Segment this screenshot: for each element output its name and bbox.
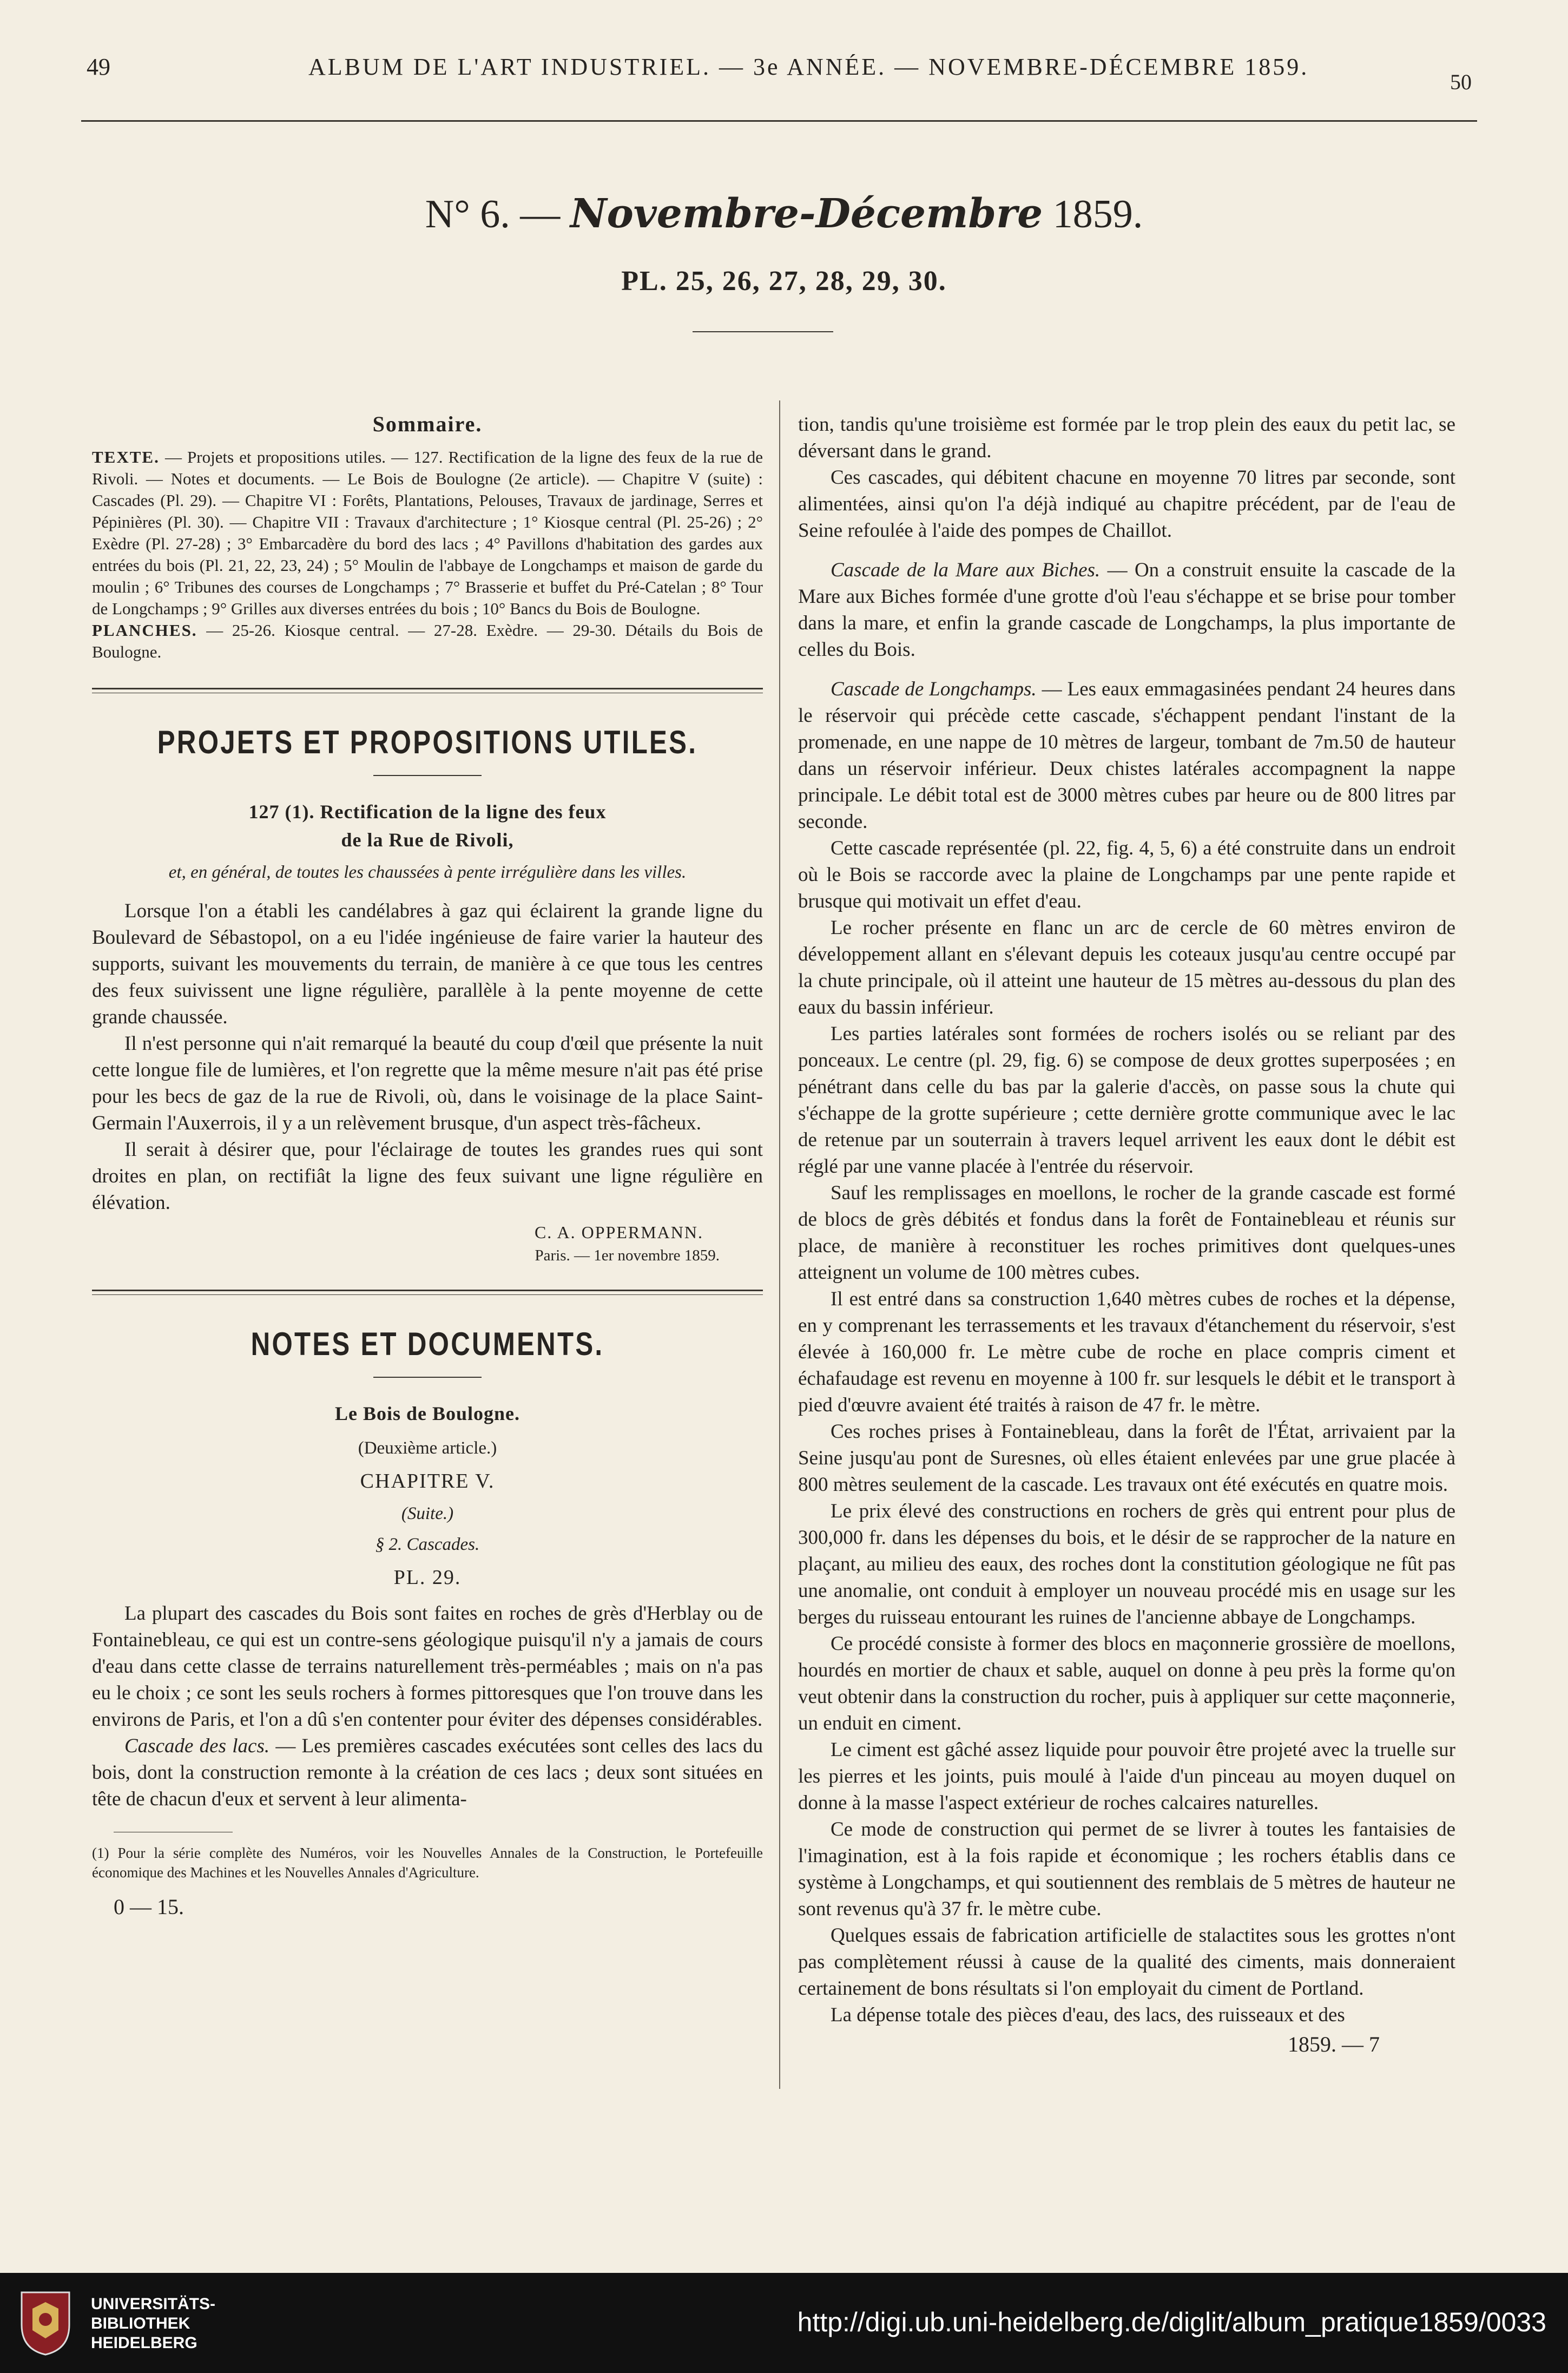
issue-plates: PL. 25, 26, 27, 28, 29, 30. [621,266,947,297]
folio-signature: 0 — 15. [114,1895,184,1919]
sommaire-title: Sommaire. [372,412,483,436]
section-rule [92,688,763,693]
right-paragraph: Le prix élevé des constructions en rochers de grès qui entrent pour plus de 300,000 fr. dans les dépenses du bois, et le désir de se rapprocher de la nature en plaçant, au milieu des eaux, des roches dont la constitution géologique ne fût pas une anomalie, ont conduit à employer un nouveau procédé mis en usage sur les berges du ruisseau entourant les ruines de l'ancienne abbaye de Longchamps. [798,1500,1455,1628]
university-seal-icon [16,2287,75,2357]
dateline: Paris. — 1er novembre 1859. [535,1247,720,1264]
right-paragraph: Ce mode de construction qui permet de se livrer à toutes les fantaisies de l'imagination, est à la fois rapide et économique ; les rochers établis dans ce système à Longchamps, et qui soutiennent des remblais de 5 mètres de hauteur ne sont revenus qu'à 37 fr. le mètre cube. [798,1818,1455,1920]
para-text: — Les eaux emmagasinées pendant 24 heures dans le réservoir qui précède cette cascade, s'échappent pendant l'instant de la promenade, en une nappe de 10 mètres de largeur, tombant de 7m.50 de hauteur dans un réservoir inférieur. Deux chistes latérales accompagnent la nappe principale. Le débit total est de 3000 mètres cubes par heure ou de 800 litres par seconde. [798,678,1455,833]
projets-article-title [92,798,763,854]
header-rule [81,120,1477,122]
chapter-title: CHAPITRE V. [360,1470,495,1493]
right-column [798,411,1455,2057]
folio-right: 1859. — 7 [1288,2032,1380,2056]
notes-article-note: (Deuxième article.) [358,1438,497,1458]
projets-article-subtitle: et, en général, de toutes les chaussées à pente irrégulière dans les villes. [168,863,687,882]
sommaire-text [92,446,763,620]
projets-paragraph: Il n'est personne qui n'ait remarqué la beauté du coup d'œil que présente la nuit cette longue file de lumières, et l'on regrette que la même mesure n'ait pas été prise pour les becs de gaz de la rue de Rivoli, où, dans le voisinage de la place Saint-Germain l'Auxerrois, il y a un relèvement brusque, d'un aspect très-fâcheux. [92,1033,763,1134]
right-paragraph: tion, tandis qu'une troisième est formée par le trop plein des eaux du petit lac, se déversant dans le grand. [798,413,1455,462]
texte-body: — Projets et propositions utiles. — 127. Rectification de la ligne des feux de la rue de Rivoli. — Notes et documents. — Le Bois de Boulogne (2e article). — Chapitre V (suite) : Cascades (Pl. 29). — Chapitre VI : Forêts, Plantations, Pelouses, Travaux de jardinage, Serres et Pépinières (Pl. 30). — Chapitre VII : Travaux d'architecture ; 1° Kiosque central (Pl. 25-26) ; 2° Exèdre (Pl. 27-28) ; 3° Embarcadère du bord des lacs ; 4° Pavillons d'habitation des gardes aux entrées du bois (Pl. 21, 22, 23, 24) ; 5° Moulin de l'abbaye de Longchamps et maison de garde du moulin ; 6° Tribunes des courses de Longchamps ; 7° Brasserie et buffet du Pré-Catelan ; 8° Tour de Longchamps ; 9° Grilles aux diverses entrées du bois ; 10° Bancs du Bois de Boulogne. [92,448,763,618]
right-paragraph [798,676,1455,835]
source-url-link[interactable]: http://digi.ub.uni-heidelberg.de/diglit/album_pratique1859/0033 [797,2307,1546,2337]
right-paragraph: Le rocher présente en flanc un arc de cercle de 60 mètres environ de développement allant en s'élevant depuis les coteaux jusqu'au centre occupé par la chute principale, où il atteint une hauteur de 15 mètres au-dessous du plan des eaux du bassin inférieur. [798,917,1455,1018]
right-paragraph: Il est entré dans sa construction 1,640 mètres cubes de roches et la dépense, en y comprenant les terrassements et les travaux d'étanchement du réservoir, s'est élevée à 160,000 fr. Le mètre cube de roche en place compris ciment et échafaudage est revenu en moyenne à 100 fr. sur lesquels le débit et le transport à pied d'œuvre avaient été traités à raison de 47 fr. le mètre. [798,1288,1455,1416]
heading-rule [693,331,833,332]
texte-label: TEXTE. [92,448,160,466]
notes-section-title: NOTES ET DOCUMENTS. [251,1326,604,1362]
planches-body: — 25-26. Kiosque central. — 27-28. Exèdre. — 29-30. Détails du Bois de Boulogne. [92,621,763,661]
right-paragraph: La dépense totale des pièces d'eau, des lacs, des ruisseaux et des [831,2004,1345,2026]
section-underline [373,775,482,776]
library-name-line: HEIDELBERG [91,2334,197,2352]
section-heading: § 2. Cascades. [375,1535,480,1554]
library-name [91,2295,215,2353]
para-text: — Les premières cascades exécutées sont celles des lacs du bois, dont la construction remonte à la création de ces lacs ; deux sont situées en tête de chacun d'eux et servent à leur alimenta- [92,1735,763,1810]
plate-reference: PL. 29. [393,1566,462,1589]
issue-year: 1859. [1052,192,1143,236]
right-paragraph: Les parties latérales sont formées de rochers isolés ou se reliant par des ponceaux. Le centre (pl. 29, fig. 6) se compose de deux grottes superposées ; en pénétrant dans celle du bas par la galerie d'accès, on passe sous la chute qui s'échappe de la grotte supérieure ; cette dernière grotte communique avec le lac de retenue par un souterrain à travers lequel arrivent les eaux dont le débit est réglé par une vanne placée à l'entrée du réservoir. [798,1023,1455,1178]
column-divider [779,400,780,2089]
running-head [87,53,1472,96]
article-title-line2: de la Rue de Rivoli, [341,829,514,851]
issue-heading [0,190,1568,238]
para-lead: Cascade de la Mare aux Biches. [831,559,1101,581]
right-paragraph: Ces roches prises à Fontainebleau, dans la forêt de l'État, arrivaient par la Seine jusqu'au pont de Suresnes, où elles étaient enlevées par une grue placée à 800 mètres seulement de la cascade. Les travaux ont été exécutés en quatre mois. [798,1421,1455,1496]
article-title-line1: 127 (1). Rectification de la ligne des feux [248,801,607,823]
right-paragraph: Le ciment est gâché assez liquide pour pouvoir être projeté avec la truelle sur les pierres et les joints, puis moulé à l'aide d'un pinceau au moyen duquel on donne à la masse l'aspect extérieur de roches calcaires naturelles. [798,1739,1455,1814]
page-number-left: 49 [87,54,110,80]
notes-paragraph: La plupart des cascades du Bois sont faites en roches de grès d'Herblay ou de Fontainebleau, ce qui est un contre-sens géologique puisqu'il n'y a jamais de cours d'eau dans cette classe de terrains naturellement très-perméables ; mais on n'a pas eu le choix ; ce sont les seuls rochers à formes pittoresques que l'on trouve dans les environs de Paris, et l'on a dû s'en contenter pour éviter des dépenses considérables. [92,1602,763,1731]
left-column [92,390,763,1920]
projets-paragraph: Il serait à désirer que, pour l'éclairage de toutes les grandes rues qui sont droites en plan, on rectifiât la ligne des feux suivant une ligne régulière en élévation. [92,1139,763,1214]
right-paragraph: Ces cascades, qui débitent chacune en moyenne 70 litres par seconde, sont alimentées, ainsi qu'on l'a déjà indiqué au chapitre précédent, par de l'eau de Seine refoulée à l'aide des pompes de Chaillot. [798,466,1455,542]
right-paragraph: Sauf les remplissages en moellons, le rocher de la grande cascade est formé de blocs de grès débités et fondus dans la forêt de Fontainebleau et réunis sur place, de manière à reconstituer les roches primitives dont quelques-unes atteignent un volume de 100 mètres cubes. [798,1182,1455,1284]
projets-paragraph: Lorsque l'on a établi les candélabres à gaz qui éclairent la grande ligne du Boulevard de Sébastopol, on a eu l'idée ingénieuse de faire varier la hauteur des supports, suivant les mouvements du terrain, de manière à ce que tous les centres des feux suivissent une ligne régulière, parallèle à la pente moyenne de cette grande chaussée. [92,900,763,1028]
sommaire-planches [92,620,763,663]
section-rule [92,1290,763,1295]
library-footer [0,2273,1568,2373]
issue-months: Novembre-Décembre [570,190,1043,237]
footnote: (1) Pour la série complète des Numéros, voir les Nouvelles Annales de la Construction, le Portefeuille économique des Machines et les Nouvelles Annales d'Agriculture. [92,1845,763,1881]
library-name-line: BIBLIOTHEK [91,2315,190,2332]
issue-number: N° 6. — [425,192,561,236]
projets-section-title: PROJETS ET PROPOSITIONS UTILES. [157,724,698,760]
notes-paragraph [92,1733,763,1812]
right-paragraph: Cette cascade représentée (pl. 22, fig. 4, 5, 6) a été construite dans un endroit où le Bois se raccorde avec la plaine de Longchamps par une pente rapide et brusque qui motivait un effet d'eau. [798,837,1455,912]
planches-label: PLANCHES. [92,621,197,640]
page-number-right: 50 [1450,70,1472,94]
right-paragraph: Ce procédé consiste à former des blocs en maçonnerie grossière de moellons, hourdés en mortier de chaux et sable, auquel on donne à peu près la forme qu'on veut obtenir dans la construction du rocher, puis à appliquer sur cette maçonnerie, un enduit en ciment. [798,1633,1455,1734]
para-lead: Cascade des lacs. [124,1735,270,1757]
library-name-line: UNIVERSITÄTS- [91,2295,216,2313]
running-title: ALBUM DE L'ART INDUSTRIEL. — 3e ANNÉE. — NOVEMBRE-DÉCEMBRE 1859. [308,54,1309,80]
para-lead: Cascade de Longchamps. [831,678,1037,700]
section-underline [373,1377,482,1378]
right-paragraph [798,557,1455,663]
right-paragraph: Quelques essais de fabrication artificielle de stalactites sous les grottes n'ont pas complètement réussi à cause de la qualité des ciments, mais donneraient certainement de bons résultats si l'on employait du ciment de Portland. [798,1924,1455,2000]
para-text: — On a construit ensuite la cascade de la Mare aux Biches formée d'une grotte d'où l'eau s'échappe et se brise pour tomber dans la mare, et enfin la grande cascade de Longchamps, la plus importante de celles du Bois. [798,559,1455,661]
signature: C. A. OPPERMANN. [534,1222,703,1242]
chapter-note: (Suite.) [401,1504,454,1523]
notes-article-title: Le Bois de Boulogne. [334,1403,521,1424]
